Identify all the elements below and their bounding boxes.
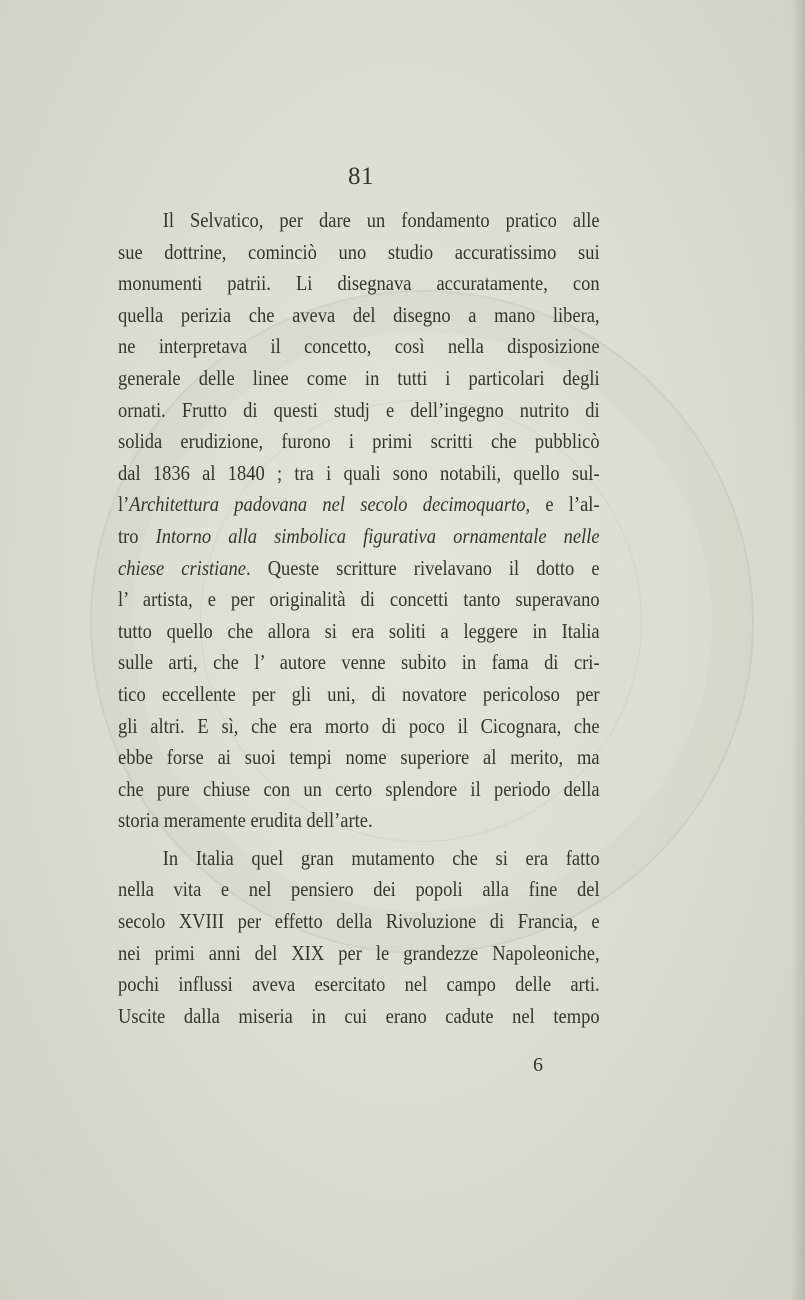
text-line: Uscite dalla miseria in cui erano cadute nel tempo [118,1003,600,1028]
signature-mark: 6 [533,1054,543,1076]
text-line: generale delle linee come in tutti i particolari degli [118,365,600,390]
italic-title: chiese cristiane [118,555,246,580]
text-line: ne interpretava il concetto, così nella disposizione [118,334,600,359]
text-line: ebbe forse ai suoi tempi nome superiore al merito, ma [118,745,600,770]
body-text [118,205,600,1032]
paragraph [118,205,600,837]
text-line: Il Selvatico, per dare un fondamento pratico alle [162,208,600,232]
text-line: dal 1836 al 1840 ; tra i quali sono notabili, quello sul- [118,460,600,485]
text-line: ornati. Frutto di questi studj e dell’ingegno nutrito di [118,397,600,422]
text-line: pochi influssi aveva esercitato nel campo delle arti. [118,972,600,997]
text-line: storia meramente erudita dell’arte. [118,808,373,833]
text-line: sue dottrine, cominciò uno studio accuratissimo sui [118,239,600,264]
text-line [118,553,600,585]
text-line: nella vita e nel pensiero dei popoli alla fine del [118,877,600,902]
text-line: sulle arti, che l’ autore venne subito in fama di cri- [118,650,600,675]
italic-title: Intorno alla simbolica figurativa ornamentale nelle [155,523,600,548]
text-line: nei primi anni del XIX per le grandezze Napoleoniche, [118,940,600,965]
text-line: l’ artista, e per originalità di concetti tanto superavano [118,587,600,612]
text-line: solida erudizione, furono i primi scritti che pubblicò [118,429,600,454]
text-run: e l’al- [530,492,600,517]
text-line: secolo XVIII per effetto della Rivoluzione di Francia, e [118,909,600,934]
paragraph [118,843,600,1033]
text-run: l’ [118,492,130,517]
italic-title: Architettura padovana nel secolo decimoquarto, [129,492,531,517]
text-run: tro [118,523,156,548]
text-line: gli altri. E sì, che era morto di poco il Cicognara, che [118,713,600,738]
text-line: quella perizia che aveva del disegno a mano libera, [118,302,600,327]
text-line: In Italia quel gran mutamento che si era fatto [162,845,600,870]
text-line [118,521,600,553]
text-line: tutto quello che allora si era soliti a leggere in Italia [118,618,600,643]
text-line: monumenti patrii. Li disegnava accuratamente, con [118,271,600,296]
page-number: 81 [348,163,374,190]
page-edge-shadow [791,0,805,1300]
text-run: . Queste scritture rivelavano il dotto e [245,555,600,580]
text-line: tico eccellente per gli uni, di novatore pericoloso per [118,681,600,706]
text-line [118,489,600,521]
text-line: che pure chiuse con un certo splendore il periodo della [118,776,600,801]
